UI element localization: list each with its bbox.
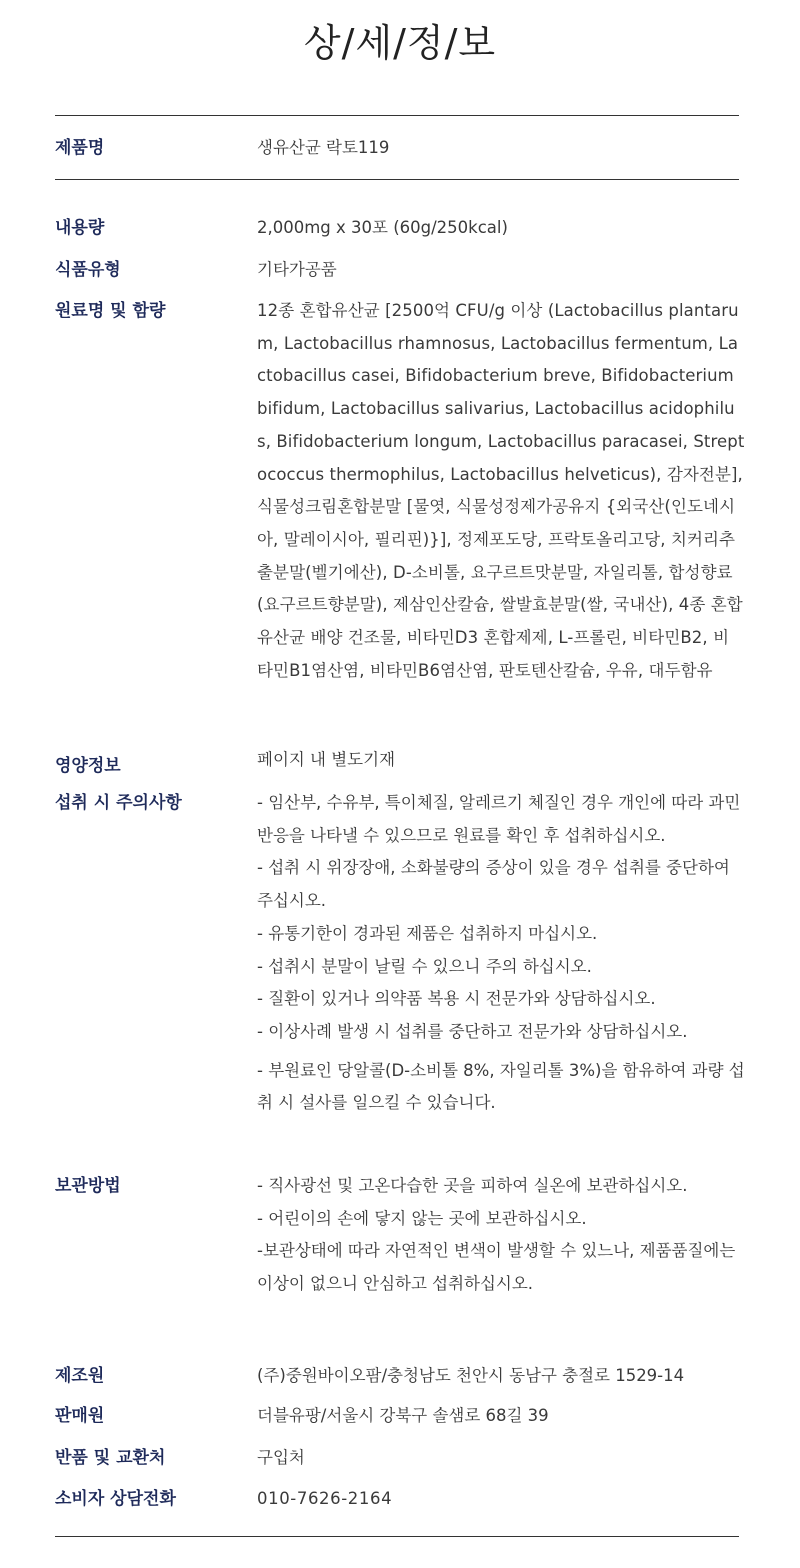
info-value: -보관상태에 따라 자연적인 변색이 발생할 수 있느나, 제품품질에는 이상이 없으니 안심하고 섭취하십시오. — [257, 1241, 736, 1294]
info-label: 소비자 상담전화 — [55, 1489, 176, 1509]
product-name-value: 생유산균 락토119 — [257, 138, 390, 157]
info-value: 페이지 내 별도기재 — [257, 750, 396, 769]
info-value: 기타가공품 — [257, 260, 337, 279]
info-value: - 부원료인 당알콜(D-소비톨 8%, 자일리톨 3%)을 함유하여 과량 섭취 시 설사를 일으킬 수 있습니다. — [257, 1060, 745, 1113]
product-name-label: 제품명 — [55, 138, 105, 158]
info-label: 식품유형 — [55, 260, 121, 280]
info-value: - 어린이의 손에 닿지 않는 곳에 보관하십시오. — [257, 1208, 587, 1228]
top-divider — [55, 115, 739, 116]
info-label: 제조원 — [55, 1366, 105, 1386]
info-value: - 섭취시 분말이 날릴 수 있으니 주의 하십시오. — [257, 956, 592, 976]
info-row-capacity — [55, 212, 745, 245]
info-value: 구입처 — [257, 1448, 305, 1467]
info-label: 영양정보 — [55, 756, 121, 776]
info-row-nutrition — [55, 748, 745, 776]
info-row-ingredients — [55, 295, 745, 687]
info-label: 내용량 — [55, 218, 105, 238]
info-value: - 임산부, 수유부, 특이체질, 알레르기 체질인 경우 개인에 따라 과민반응을 나타낼 수 있으므로 원료를 확인 후 섭취하십시오. — [257, 793, 741, 845]
info-row-returns — [55, 1442, 745, 1475]
info-value: - 질환이 있거나 의약품 복용 시 전문가와 상담하십시오. — [257, 989, 656, 1009]
info-label: 원료명 및 함량 — [55, 301, 166, 321]
info-value: - 이상사례 발생 시 섭취를 중단하고 전문가와 상담하십시오. — [257, 1021, 688, 1041]
info-row-consumer-phone — [55, 1483, 745, 1516]
info-value: (주)중원바이오팜/충청남도 천안시 동남구 충절로 1529-14 — [257, 1366, 685, 1385]
info-row-precautions — [55, 787, 745, 1120]
info-label: 반품 및 교환처 — [55, 1448, 166, 1468]
info-label: 보관방법 — [55, 1176, 121, 1196]
info-label: 섭취 시 주의사항 — [55, 793, 182, 813]
info-value: 12종 혼합유산균 [2500억 CFU/g 이상 (Lactobacillus plantarum, Lactobacillus rhamnosus, Lactobacillus fermentum, Lactobacillus casei, Bifidobacterium breve, Bifidobacterium bifidum, Lactobacillus salivarius, Lactobacillus acidophilus, Bifidobacterium longum, Lactobacillus paracasei, Streptococcus thermophilus, Lactobacillus helveticus), 감자전분], 식물성크림혼합분말 [물엿, 식물성정제가공유지 {외국산(인도네시아, 말레이시아, 필리핀)}], 정제포도당, 프락토올리고당, 치커리추출분말(벨기에산), D-소비톨, 요구르트맛분말, 자일리톨, 합성향료(요구르트향분말), 제삼인산칼슘, 쌀발효분말(쌀, 국내산), 4종 혼합 유산균 배양 건조물, 비타민D3 혼합제제, L-프롤린, 비타민B2, 비타민B1염산염, 비타민B6염산염, 판토텐산칼슘, 우유, 대두함유 — [257, 301, 745, 680]
product-divider — [55, 179, 739, 180]
info-label: 판매원 — [55, 1406, 105, 1426]
info-value: 2,000mg x 30포 (60g/250kcal) — [257, 218, 508, 237]
info-value: - 섭취 시 위장장애, 소화불량의 증상이 있을 경우 섭취를 중단하여 주십시오. — [257, 858, 730, 911]
info-row-seller — [55, 1400, 745, 1433]
info-value: 더블유팡/서울시 강북구 솔샘로 68길 39 — [257, 1406, 549, 1425]
bottom-divider — [55, 1536, 739, 1537]
info-value: - 유통기한이 경과된 제품은 섭취하지 마십시오. — [257, 923, 598, 943]
info-value: 010-7626-2164 — [257, 1489, 393, 1508]
info-row-storage — [55, 1170, 745, 1301]
info-row-manufacturer — [55, 1360, 745, 1393]
info-value: - 직사광선 및 고온다습한 곳을 피하여 실온에 보관하십시오. — [257, 1176, 688, 1195]
product-name-row — [55, 132, 745, 165]
info-row-food-type — [55, 254, 745, 287]
page-title: 상/세/정/보 — [303, 21, 497, 65]
